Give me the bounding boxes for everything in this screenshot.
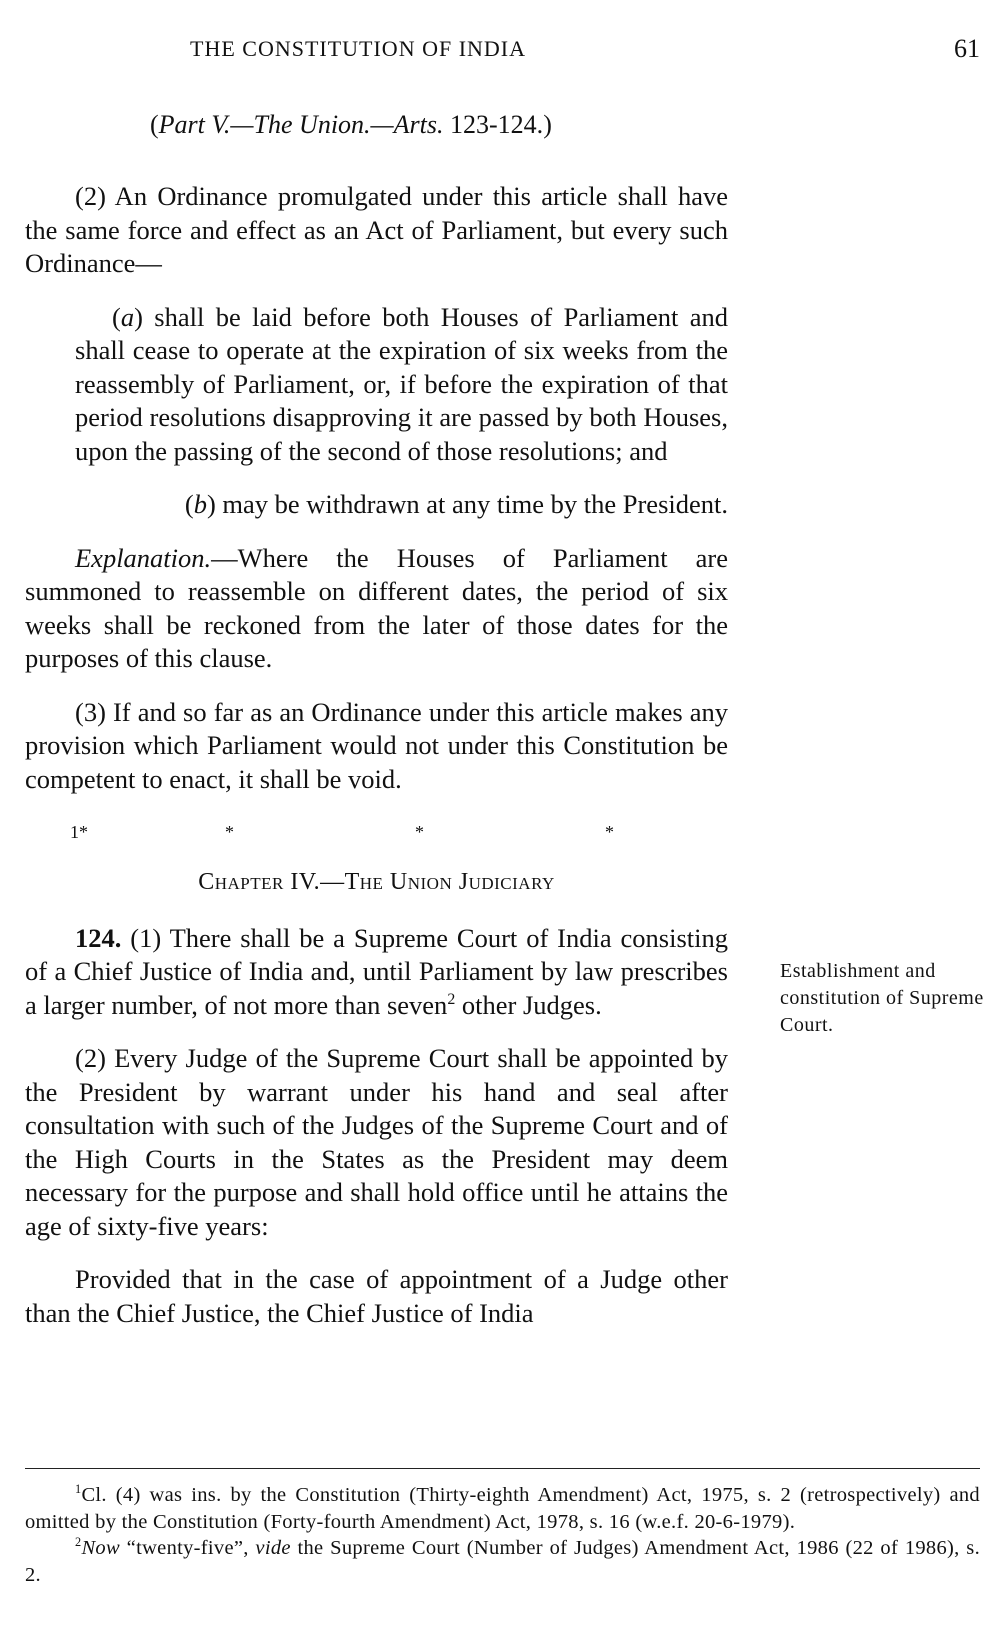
running-title: THE CONSTITUTION OF INDIA [190,36,527,61]
footnote-divider [25,1468,980,1469]
margin-note: Establishment and constitution of Supreme Court. [780,960,984,1036]
footnote-2-rest: the Supreme Court (Number of Judges) Amendment Act, 1986 (22 of 1986), s. 2. [25,1537,981,1586]
footnotes [25,1482,980,1588]
sub-clause-a-marker: a [120,301,135,332]
footnote-ref-2[interactable]: 2 [447,990,456,1008]
article-124-number: 124. [75,922,122,953]
sub-clause-a-text: shall be laid before both Houses of Parliament and shall cease to operate at the expiration of six weeks from the reassembly of Parliament, or, if before the expiration of that period resolutions disapproving it are passed by both Houses, upon the passing of the second of those resolutions; and [75,301,728,466]
article-124-clause-1 [25,922,728,1023]
omission-star-1: * [225,822,234,842]
footnote-1 [25,1482,980,1535]
chapter-heading: Chapter IV.—The Union Judiciary [198,869,555,895]
clause-3-void: (3) If and so far as an Ordinance under this article makes any provision which Parliament would not under this Constitution be competent to enact, it shall be void. [25,696,728,794]
sub-clause-b-marker: b [193,489,207,519]
explanation-text: —Where the Houses of Parliament are summoned to reassemble on different dates, the period of six weeks shall be reckoned from the later of those dates for the purposes of this clause. [25,542,728,673]
proviso-paragraph: Provided that in the case of appointment of a Judge other than the Chief Justice, the Chief Justice of India [25,1264,728,1328]
explanation-paragraph [25,542,728,676]
omission-marker: 1* [70,822,88,842]
main-text-column [25,180,728,1350]
sub-clause-b-text: may be withdrawn at any time by the President. [222,489,728,519]
sub-clause-b: (b) may be withdrawn at any time by the President. [184,489,728,519]
footnote-2-number: 2 [75,1535,82,1550]
footnote-2-vide: vide [255,1537,291,1559]
part-heading-range: 123-124. [450,110,544,139]
footnote-1-text: Cl. (4) was ins. by the Constitution (Thirty-eighth Amendment) Act, 1975, s. 2 (retrospectively) and omitted by the Constitution (Forty-fourth Amendment) Act, 1978, s. 16 (w.e.f. 20-6-1979). [25,1484,980,1533]
part-heading [150,110,552,140]
article-124-text-b: other Judges. [455,989,602,1020]
part-heading-italic: Part V.—The Union.—Arts. [158,110,444,139]
omission-star-3: * [605,822,614,842]
footnote-2 [25,1535,980,1588]
sub-clause-a: (a) shall be laid before both Houses of Parliament and shall cease to operate at the expiration of six weeks from the reassembly of Parliament, or, if before the expiration of that period resolutions disapproving it are passed by both Houses, upon the passing of the second of those resolutions; and [75,301,728,466]
omission-stars [25,816,728,840]
page-number: 61 [954,34,980,63]
clause-2-ordinance: (2) An Ordinance promulgated under this article shall have the same force and effect as an Act of Parliament, but every such Ordinance— [25,181,728,278]
part-heading-open: ( [150,110,159,139]
footnote-1-number: 1 [75,1482,82,1497]
omission-star-2: * [415,822,424,842]
footnote-2-now: Now [81,1537,120,1559]
article-124-clause-2: (2) Every Judge of the Supreme Court shall be appointed by the President by warrant under his hand and seal after consultation with such of the Judges of the Supreme Court and of the High Courts in the States as the President may deem necessary for the purpose and shall hold office until he attains the age of sixty-five years: [25,1043,728,1241]
article-124-text-a: (1) There shall be a Supreme Court of India consisting of a Chief Justice of India and, until Parliament by law prescribes a larger number, of not more than seven [25,922,729,1020]
explanation-label: Explanation. [75,542,212,573]
part-heading-close: ) [543,110,552,139]
footnote-2-quote: “twenty-five”, [119,1537,256,1559]
